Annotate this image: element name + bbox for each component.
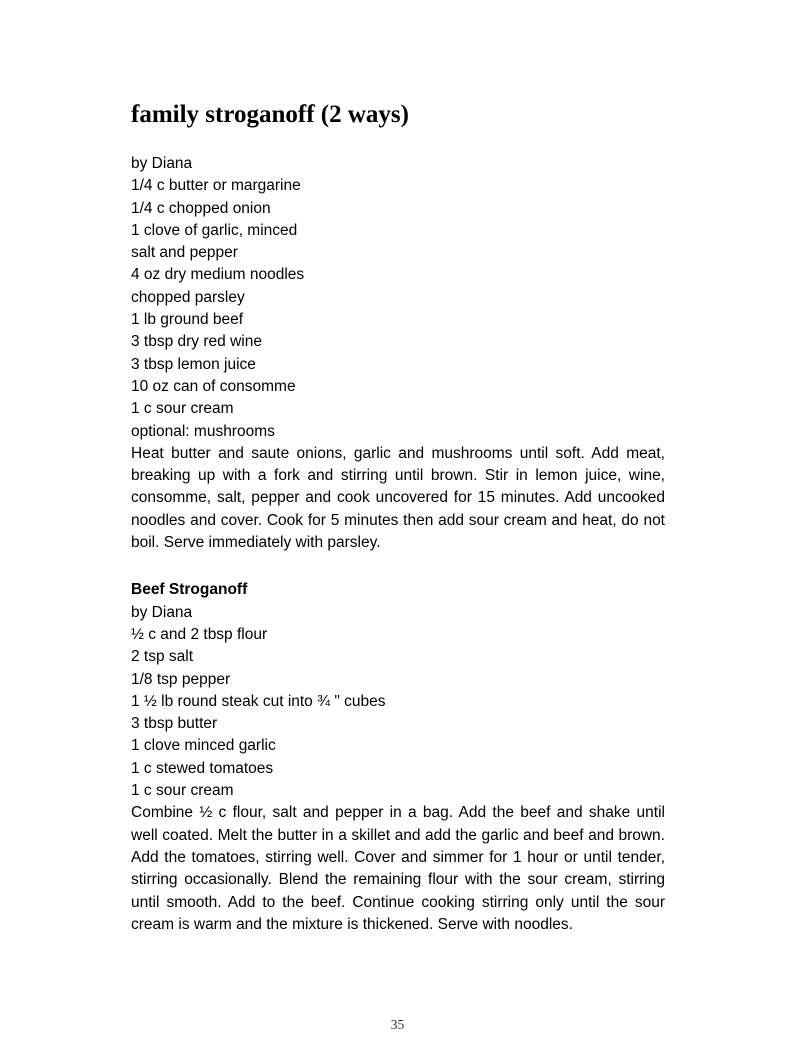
ingredient-line: 1/8 tsp pepper <box>131 670 231 688</box>
ingredient-line: 2 tsp salt <box>131 648 194 666</box>
ingredient-line: 1 c stewed tomatoes <box>131 759 274 777</box>
instructions-paragraph: Combine ½ c flour, salt and pepper in a bag. Add the beef and shake until well coated. Melt the butter in a skillet and add the garlic and beef and brown. Add the tomatoes, stirring well. Cover and simmer for 1 hour or until tender, stirring occasionally. Blend the remaining flour with the sour cream, stirring until smooth. Add to the beef. Continue cooking stirring only until the sour cream is warm and the mixture is thickened. Serve with noodles. <box>131 804 665 933</box>
page-number: 35 <box>390 1017 405 1032</box>
ingredient-line: 1 c sour cream <box>131 782 234 800</box>
recipe-beef-stroganoff <box>131 579 665 936</box>
ingredient-line: 10 oz can of consomme <box>131 377 296 395</box>
ingredient-line: 3 tbsp lemon juice <box>131 355 256 373</box>
ingredient-line: 1 ½ lb round steak cut into ¾ " cubes <box>131 692 386 710</box>
ingredient-line: 1 clove minced garlic <box>131 737 276 755</box>
instructions-paragraph: Heat butter and saute onions, garlic and mushrooms until soft. Add meat, breaking up with a fork and stirring until brown. Stir in lemon juice, wine, consomme, salt, pepper and cook uncovered for 15 minutes. Add uncooked noodles and cover. Cook for 5 minutes then add sour cream and heat, do not boil. Serve immediately with parsley. <box>131 444 665 552</box>
ingredient-line: 1/4 c butter or margarine <box>131 177 301 195</box>
ingredient-line: 4 oz dry medium noodles <box>131 266 305 284</box>
ingredient-line: 1 clove of garlic, minced <box>131 221 298 239</box>
page-content <box>131 0 665 936</box>
ingredient-line: 1/4 c chopped onion <box>131 199 271 217</box>
ingredient-line: salt and pepper <box>131 244 238 262</box>
ingredient-line: chopped parsley <box>131 288 245 306</box>
recipe-heading: Beef Stroganoff <box>131 581 248 599</box>
ingredient-line: 1 c sour cream <box>131 400 234 418</box>
byline: by Diana <box>131 155 193 172</box>
ingredient-line: 3 tbsp dry red wine <box>131 333 262 351</box>
ingredient-line: ½ c and 2 tbsp flour <box>131 625 268 643</box>
recipe-family-stroganoff <box>131 153 665 554</box>
byline: by Diana <box>131 603 193 621</box>
ingredient-line: optional: mushrooms <box>131 422 275 440</box>
ingredient-line: 3 tbsp butter <box>131 715 218 733</box>
ingredient-line: 1 lb ground beef <box>131 311 244 329</box>
page-title: family stroganoff (2 ways) <box>131 101 409 128</box>
